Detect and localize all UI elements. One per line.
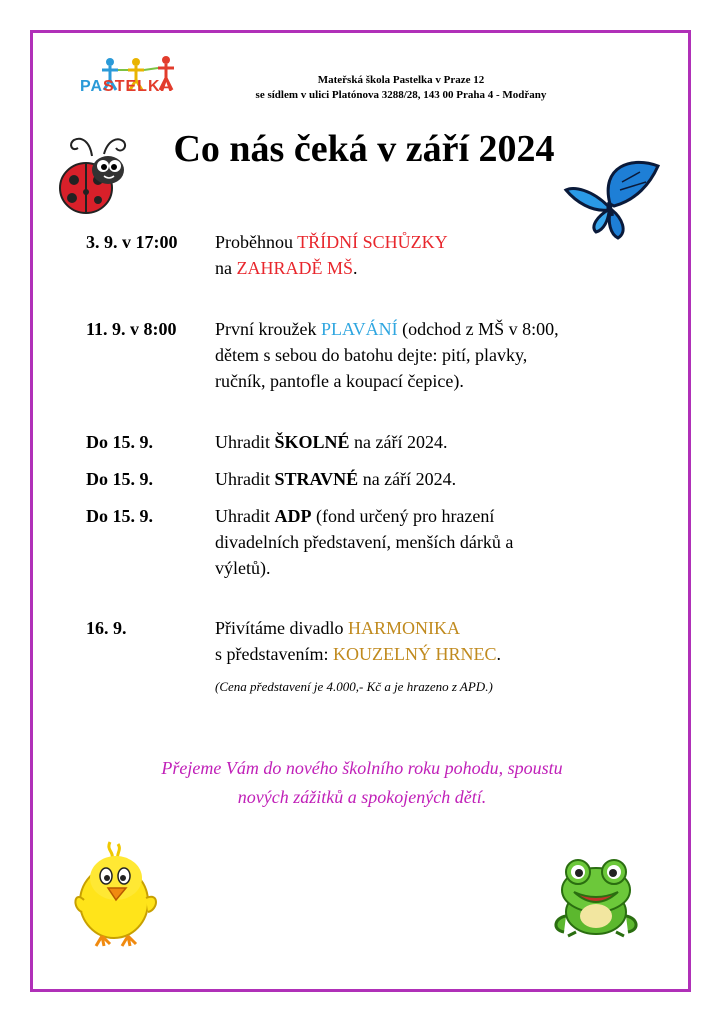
event-text: divadelních představení, menších dárků a [215,532,514,552]
event-date: Do 15. 9. [86,432,153,452]
chick-icon [66,838,166,950]
event-highlight: PLAVÁNÍ [320,319,398,339]
event-text: s představením: [215,644,333,664]
event-text: Uhradit [215,432,275,452]
wish-line: Přejeme Vám do nového školního roku pohodu, spoustu [161,758,563,778]
event-text: dětem s sebou do batohu dejte: pití, plavky, [215,345,528,365]
event-bold: STRAVNÉ [274,469,359,489]
wish-line: nových zážitků a spokojených dětí. [237,787,487,807]
event-highlight: HARMONIKA [347,618,460,638]
event-description [215,229,655,281]
event-description [215,615,655,667]
event-date: 11. 9. v 8:00 [86,319,177,339]
event-text: Proběhnou [215,232,298,252]
event-text: . [353,258,358,278]
event-text: na září 2024. [349,432,448,452]
event-text: První kroužek [215,319,321,339]
event-text: (fond určený pro hrazení [311,506,495,526]
closing-wish [0,754,724,812]
event-text: (odchod z MŠ v 8:00, [397,319,559,339]
logo-text-part1: PA [80,78,104,95]
event-date: Do 15. 9. [86,469,153,489]
school-header [196,73,606,103]
logo-text [80,78,173,96]
event-highlight: KOUZELNÝ HRNEC [332,644,497,664]
event-text: . [496,644,501,664]
event-description [215,466,655,492]
event-date: 16. 9. [86,618,127,638]
event-description [215,316,655,394]
event-text: ručník, pantofle a koupací čepice). [215,371,464,391]
event-text: na září 2024. [358,469,457,489]
event-text: Uhradit [215,469,275,489]
event-bold: ŠKOLNÉ [274,432,350,452]
school-address: se sídlem v ulici Platónova 3288/28, 143 00 Praha 4 - Modřany [255,89,547,101]
event-text: Uhradit [215,506,275,526]
school-name: Mateřská škola Pastelka v Praze 12 [317,74,485,86]
page-title: Co nás čeká v září 2024 [173,128,555,170]
event-description [215,429,655,455]
price-note: (Cena představení je 4.000,- Kč a je hrazeno z APD.) [215,679,493,694]
event-text: Přivítáme divadlo [215,618,348,638]
ladybug-icon [52,128,134,218]
event-bold: ADP [274,506,312,526]
butterfly-icon [562,160,664,240]
event-highlight: TŘÍDNÍ SCHŮZKY [297,232,448,252]
event-date: Do 15. 9. [86,506,153,526]
logo-text-part2: STELKA [103,78,174,95]
event-highlight: ZAHRADĚ MŠ [236,258,354,278]
frog-icon [546,856,646,938]
pastelka-logo-icon [74,52,186,104]
event-text: výletů). [215,558,271,578]
event-text: na [215,258,237,278]
event-description [215,503,655,581]
event-date: 3. 9. v 17:00 [86,232,178,252]
